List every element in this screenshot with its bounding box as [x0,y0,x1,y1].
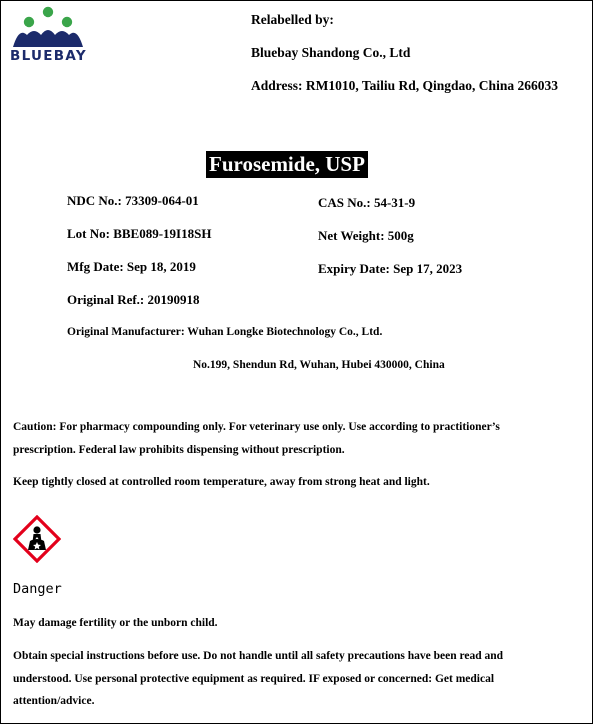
net-weight: Net Weight: 500g [318,228,414,243]
precaution-line-1: Obtain special instructions before use. Do not handle until all safety precautions have been read and [13,650,504,662]
relabelled-by-label: Relabelled by: [251,12,334,27]
manufacturer-address: No.199, Shendun Rd, Wuhan, Hubei 430000, China [193,359,445,371]
company-address: Address: RM1010, Tailiu Rd, Qingdao, China 266033 [251,78,558,93]
expiry-date: Expiry Date: Sep 17, 2023 [318,261,463,276]
original-manufacturer: Original Manufacturer: Wuhan Longke Biotechnology Co., Ltd. [67,326,383,338]
health-hazard-icon [13,515,61,563]
mfg-date: Mfg Date: Sep 18, 2019 [67,259,196,274]
lot-number: Lot No: BBE089-19I18SH [67,226,212,241]
caution-line-2: prescription. Federal law prohibits dispensing without prescription. [13,444,345,456]
precaution-line-3: attention/advice. [13,695,95,707]
original-ref: Original Ref.: 20190918 [67,292,200,307]
logo-text: BLUEBAY [10,48,87,64]
storage-statement: Keep tightly closed at controlled room temperature, away from strong heat and light. [13,476,430,488]
signal-word: Danger [13,581,62,597]
hazard-statement: May damage fertility or the unborn child. [13,617,218,629]
ndc-number: NDC No.: 73309-064-01 [67,193,199,208]
company-name: Bluebay Shandong Co., Ltd [251,45,411,60]
product-title: Furosemide, USP [206,151,368,178]
precaution-line-2: understood. Use personal protective equipment as required. IF exposed or concerned: Get medical [13,673,495,685]
cas-number: CAS No.: 54-31-9 [318,195,416,210]
caution-line-1: Caution: For pharmacy compounding only. For veterinary use only. Use according to practitioner’s [13,421,500,433]
